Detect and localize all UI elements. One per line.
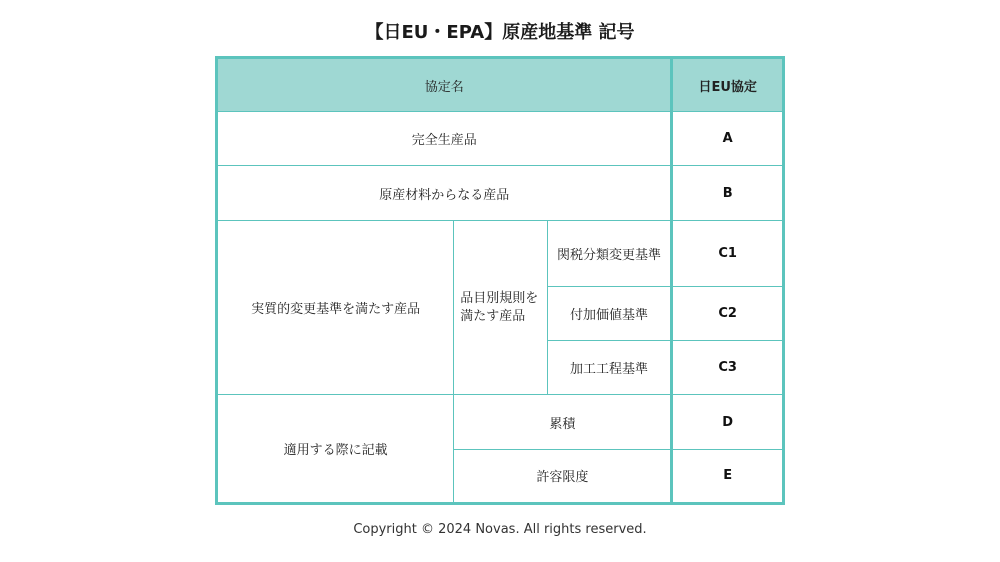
table-row [217,112,784,166]
table-row [217,220,784,286]
code-c3: C3 [672,341,784,395]
agreement-name-header: 協定名 [217,58,672,112]
table-row [217,395,784,449]
row-label-originating-materials: 原産材料からなる産品 [217,166,672,220]
code-a: A [672,112,784,166]
criteria-value-added: 付加価値基準 [547,287,672,341]
sub-label-product-specific-rules: 品目別規則を満たす産品 [454,220,547,395]
row-label-wholly-obtained: 完全生産品 [217,112,672,166]
code-column-header: 日EU協定 [672,58,784,112]
code-d: D [672,395,784,449]
code-e: E [672,449,784,503]
row-label-applied-notes: 適用する際に記載 [217,395,454,504]
code-c2: C2 [672,287,784,341]
origin-criteria-table [215,56,785,505]
criteria-processing: 加工工程基準 [547,341,672,395]
code-b: B [672,166,784,220]
note-cumulation: 累積 [454,395,672,449]
table-row [217,166,784,220]
copyright-footer: Copyright © 2024 Novas. All rights reserved. [353,522,647,537]
page-title: 【日EU・EPA】原産地基準 記号 [365,22,635,43]
code-c1: C1 [672,220,784,286]
note-tolerance: 許容限度 [454,449,672,503]
table-header-row [217,58,784,112]
criteria-tariff-classification: 関税分類変更基準 [547,220,672,286]
row-label-substantial-transformation: 実質的変更基準を満たす産品 [217,220,454,395]
